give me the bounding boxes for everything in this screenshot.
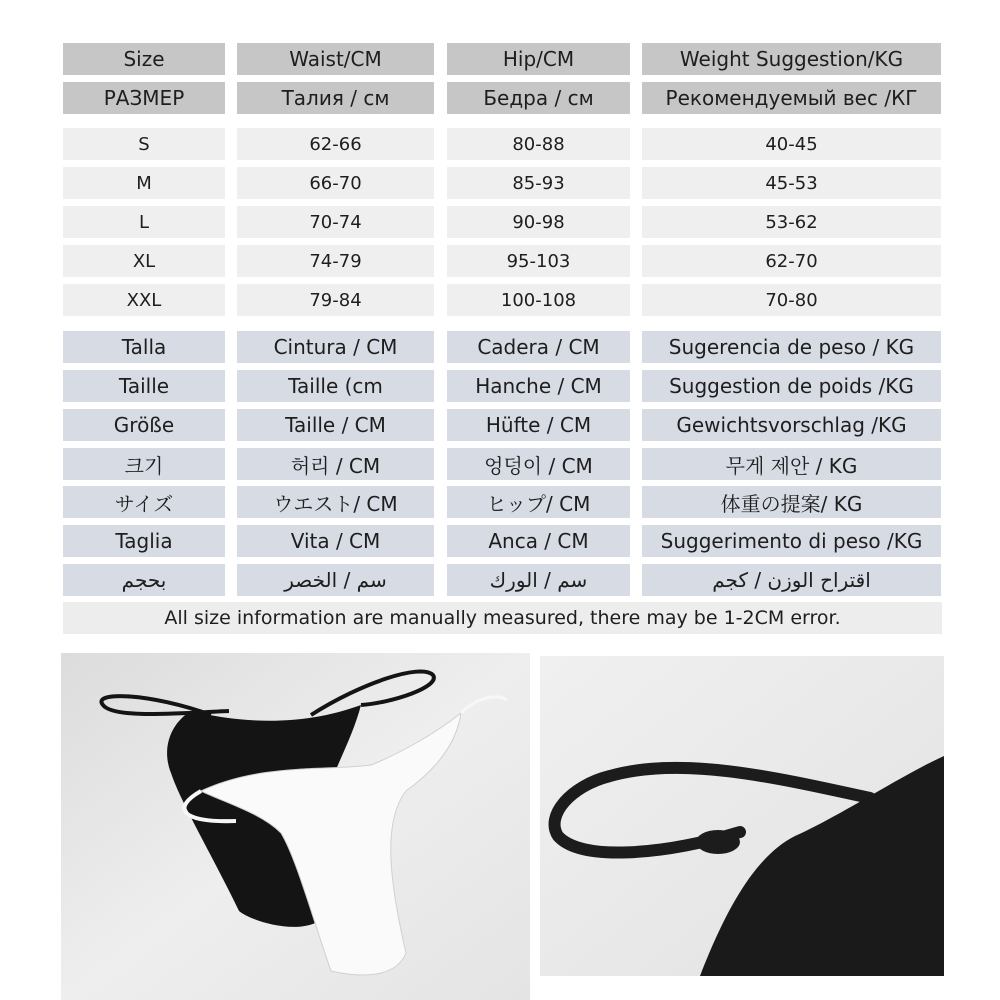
size-row-waist-cell: 70-74 (237, 206, 434, 238)
size-row-size-cell: S (63, 128, 225, 160)
header-hip-cell: Бедра / см (447, 82, 630, 114)
size-row-waist-cell: 66-70 (237, 167, 434, 199)
translation-row-hip-cell: Anca / CM (447, 525, 630, 557)
translation-row-hip-cell: Hanche / CM (447, 370, 630, 402)
translation-row-size-cell: Taille (63, 370, 225, 402)
size-row-hip-cell: 100-108 (447, 284, 630, 316)
size-row-hip-cell: 80-88 (447, 128, 630, 160)
translation-row-size-cell: Taglia (63, 525, 225, 557)
translation-row-weight-cell: 体重の提案/ KG (642, 486, 941, 518)
translation-row-waist-cell: ウエスト/ CM (237, 486, 434, 518)
translation-row-waist-cell: Cintura / CM (237, 331, 434, 363)
translation-row-size-cell: بحجم (63, 564, 225, 596)
translation-row-hip-cell: Cadera / CM (447, 331, 630, 363)
size-row-weight-cell: 45-53 (642, 167, 941, 199)
translation-row-waist-cell: Taille (cm (237, 370, 434, 402)
size-row-hip-cell: 85-93 (447, 167, 630, 199)
size-row-size-cell: M (63, 167, 225, 199)
size-row-size-cell: L (63, 206, 225, 238)
translation-row-hip-cell: ヒップ/ CM (447, 486, 630, 518)
header-waist-cell: Талия / см (237, 82, 434, 114)
translation-row-size-cell: Talla (63, 331, 225, 363)
translation-row-hip-cell: سم / الورك (447, 564, 630, 596)
translation-row-size-cell: 크기 (63, 448, 225, 480)
translation-row-waist-cell: Taille / CM (237, 409, 434, 441)
product-closeup-photo (540, 656, 944, 976)
size-row-weight-cell: 70-80 (642, 284, 941, 316)
translation-row-size-cell: サイズ (63, 486, 225, 518)
translation-row-weight-cell: Sugerencia de peso / KG (642, 331, 941, 363)
header-size-cell: Size (63, 43, 225, 75)
translation-row-weight-cell: Suggestion de poids /KG (642, 370, 941, 402)
size-row-size-cell: XL (63, 245, 225, 277)
translation-row-waist-cell: سم / الخصر (237, 564, 434, 596)
size-row-weight-cell: 40-45 (642, 128, 941, 160)
translation-row-weight-cell: 무게 제안 / KG (642, 448, 941, 480)
product-photo-pair (61, 653, 530, 1000)
translation-row-size-cell: Größe (63, 409, 225, 441)
translation-row-hip-cell: Hüfte / CM (447, 409, 630, 441)
size-row-size-cell: XXL (63, 284, 225, 316)
translation-row-weight-cell: Gewichtsvorschlag /KG (642, 409, 941, 441)
size-row-weight-cell: 53-62 (642, 206, 941, 238)
measurement-note: All size information are manually measured, there may be 1-2CM error. (63, 602, 942, 634)
header-size-cell: РАЗМЕР (63, 82, 225, 114)
translation-row-weight-cell: Suggerimento di peso /KG (642, 525, 941, 557)
size-row-waist-cell: 74-79 (237, 245, 434, 277)
size-row-weight-cell: 62-70 (642, 245, 941, 277)
size-row-waist-cell: 62-66 (237, 128, 434, 160)
translation-row-waist-cell: 허리 / CM (237, 448, 434, 480)
size-row-hip-cell: 95-103 (447, 245, 630, 277)
header-weight-cell: Weight Suggestion/KG (642, 43, 941, 75)
size-row-hip-cell: 90-98 (447, 206, 630, 238)
translation-row-weight-cell: اقتراح الوزن / كجم (642, 564, 941, 596)
header-hip-cell: Hip/CM (447, 43, 630, 75)
size-row-waist-cell: 79-84 (237, 284, 434, 316)
translation-row-hip-cell: 엉덩이 / CM (447, 448, 630, 480)
translation-row-waist-cell: Vita / CM (237, 525, 434, 557)
header-waist-cell: Waist/CM (237, 43, 434, 75)
header-weight-cell: Рекомендуемый вес /КГ (642, 82, 941, 114)
